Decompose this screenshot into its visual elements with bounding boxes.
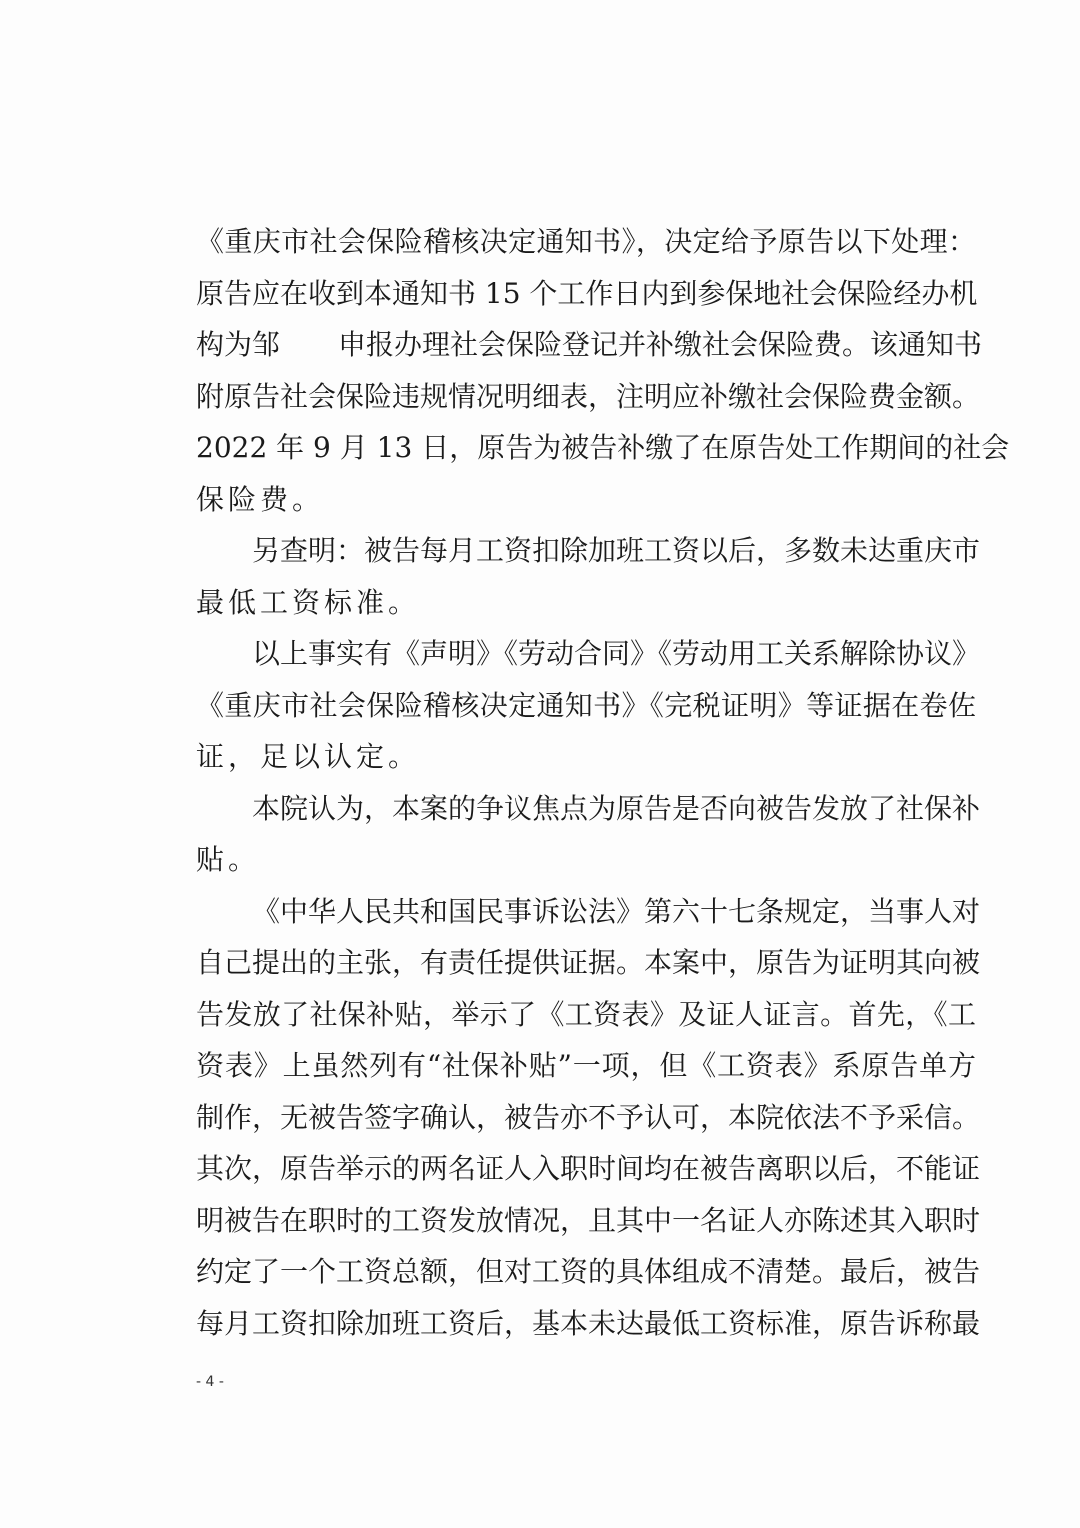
text-line: 其次，原告举示的两名证人入职时间均在被告离职以后，不能证 [196, 1152, 981, 1185]
text-line: 证，足以认定。 [196, 740, 421, 773]
text-line: 2022 年 9 月 13 日，原告为被告补缴了在原告处工作期间的社会 [196, 431, 1010, 464]
paragraph-start-line: 本院认为，本案的争议焦点为原告是否向被告发放了社保补 [252, 791, 981, 825]
text-line: 自己提出的主张，有责任提供证据。本案中，原告为证明其向被 [196, 946, 981, 979]
text-line: 《重庆市社会保险稽核决定通知书》，决定给予原告以下处理： [196, 225, 976, 258]
text-fragment: 申报办理社会保险登记并补缴社会保险费。该通知书 [338, 328, 983, 361]
text-line: 制作，无被告签字确认，被告亦不予认可，本院依法不予采信。 [196, 1100, 981, 1134]
paragraph-start-line: 以上事实有《声明》《劳动合同》《劳动用工关系解除协议》 [252, 637, 981, 670]
text-line: 贴。 [196, 843, 261, 876]
text-fragment: 构为邹 [196, 328, 281, 361]
text-line: 每月工资扣除加班工资后，基本未达最低工资标准，原告诉称最 [196, 1306, 981, 1340]
paragraph-start-line: 《中华人民共和国民事诉讼法》第六十七条规定，当事人对 [252, 894, 981, 928]
text-line: 明被告在职时的工资发放情况，且其中一名证人亦陈述其入职时 [196, 1203, 981, 1237]
body-text [196, 216, 1010, 1349]
text-line: 原告应在收到本通知书 15 个工作日内到参保地社会保险经办机 [196, 276, 978, 310]
paragraph-start-line: 另查明：被告每月工资扣除加班工资以后，多数未达重庆市 [252, 534, 981, 567]
text-line: 约定了一个工资总额，但对工资的具体组成不清楚。最后，被告 [196, 1255, 981, 1288]
text-line: 资表》上虽然列有“社保补贴”一项，但《工资表》系原告单方 [196, 1049, 976, 1082]
text-line: 附原告社会保险违规情况明细表，注明应补缴社会保险费金额。 [196, 379, 981, 413]
text-line: 保险费。 [196, 482, 325, 516]
text-line: 《重庆市社会保险稽核决定通知书》《完税证明》等证据在卷佐 [196, 688, 976, 722]
page-number: - 4 - [196, 1374, 224, 1390]
text-line: 告发放了社保补贴，举示了《工资表》及证人证言。首先，《工 [196, 997, 976, 1031]
text-line: 最低工资标准。 [196, 585, 421, 619]
text-line-with-redaction [196, 319, 983, 371]
